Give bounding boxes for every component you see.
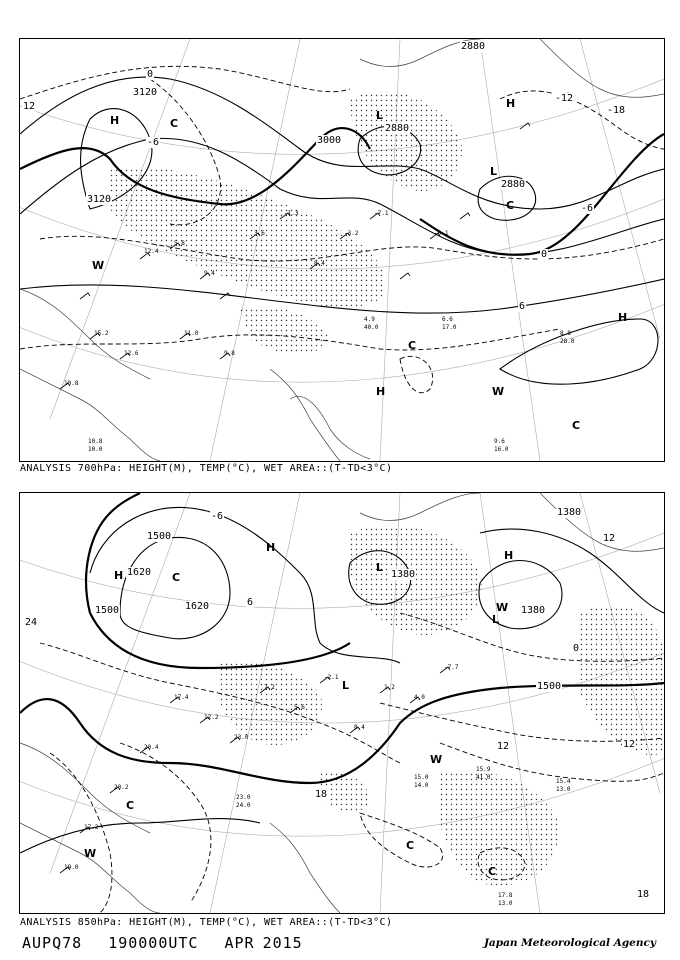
warm-marker: W bbox=[496, 601, 509, 614]
svg-text:1.2: 1.2 bbox=[384, 684, 395, 691]
svg-text:-7.1: -7.1 bbox=[374, 210, 389, 217]
contour-label: 1380 bbox=[521, 605, 546, 616]
svg-text:17.0: 17.0 bbox=[442, 324, 457, 331]
high-marker: H bbox=[110, 114, 120, 127]
svg-text:10.8: 10.8 bbox=[64, 380, 79, 387]
chart-700hpa bbox=[19, 38, 665, 462]
contour-label: 0 bbox=[573, 643, 580, 654]
svg-text:12.4: 12.4 bbox=[144, 248, 159, 255]
svg-text:12.2: 12.2 bbox=[204, 714, 219, 721]
svg-text:-0.1: -0.1 bbox=[434, 230, 449, 237]
svg-text:11.0: 11.0 bbox=[184, 330, 199, 337]
contour-label: 12 bbox=[623, 739, 636, 750]
svg-text:24.0: 24.0 bbox=[236, 802, 251, 809]
cold-marker: C bbox=[406, 839, 415, 852]
coastlines bbox=[20, 493, 664, 913]
svg-text:-3.2: -3.2 bbox=[344, 230, 359, 237]
contour-label: 1380 bbox=[391, 569, 416, 580]
caption-700hpa: ANALYSIS 700hPa: HEIGHT(M), TEMP(°C), WET AREA::(T-TD<3°C) bbox=[20, 463, 393, 474]
svg-text:16.0: 16.0 bbox=[494, 446, 509, 453]
svg-text:23.0: 23.0 bbox=[234, 734, 249, 741]
contour-label: -12 bbox=[555, 93, 574, 104]
isotherms bbox=[40, 613, 664, 913]
contour-label: -6 bbox=[211, 511, 224, 522]
caption-850hpa: ANALYSIS 850hPa: HEIGHT(M), TEMP(°C), WET AREA::(T-TD<3°C) bbox=[20, 917, 393, 928]
contour-label: -18 bbox=[607, 105, 626, 116]
cold-marker: C bbox=[126, 799, 135, 812]
cold-marker: C bbox=[488, 865, 497, 878]
svg-text:7.2: 7.2 bbox=[264, 684, 275, 691]
map-850-drawing bbox=[20, 493, 664, 913]
svg-text:4.0: 4.0 bbox=[414, 694, 425, 701]
low-marker: L bbox=[376, 109, 384, 122]
warm-marker: W bbox=[492, 385, 505, 398]
contour-label: 1380 bbox=[557, 507, 582, 518]
contour-label: 2880 bbox=[385, 123, 410, 134]
contour-label: 12 bbox=[603, 533, 616, 544]
high-marker: H bbox=[376, 385, 386, 398]
svg-text:13.0: 13.0 bbox=[498, 900, 513, 907]
low-marker: L bbox=[490, 165, 498, 178]
svg-text:23.0: 23.0 bbox=[236, 794, 251, 801]
svg-text:5.6: 5.6 bbox=[294, 704, 305, 711]
contour-label: 3000 bbox=[317, 135, 342, 146]
svg-text:28.0: 28.0 bbox=[560, 338, 575, 345]
contour-label: 12 bbox=[23, 101, 36, 112]
svg-text:15.2: 15.2 bbox=[94, 330, 109, 337]
contour-label: 18 bbox=[637, 889, 650, 900]
svg-text:41.0: 41.0 bbox=[476, 774, 491, 781]
bulletin-year: 2015 bbox=[262, 934, 303, 952]
svg-text:14.0: 14.0 bbox=[414, 782, 429, 789]
svg-text:5.8: 5.8 bbox=[174, 240, 185, 247]
low-marker: L bbox=[492, 613, 500, 626]
bulletin-month: APR bbox=[224, 934, 255, 952]
svg-text:-2.1: -2.1 bbox=[324, 674, 339, 681]
contour-label: 3120 bbox=[133, 87, 158, 98]
svg-text:9.4: 9.4 bbox=[204, 270, 215, 277]
bulletin-header bbox=[22, 934, 329, 952]
svg-text:-1.3: -1.3 bbox=[284, 210, 299, 217]
svg-text:4.9: 4.9 bbox=[364, 316, 375, 323]
contour-label: 0 bbox=[541, 249, 548, 260]
cold-marker: C bbox=[506, 199, 515, 212]
contour-label: 2880 bbox=[501, 179, 526, 190]
contour-label: 1620 bbox=[127, 567, 152, 578]
wet-areas bbox=[217, 525, 664, 885]
contour-label: 6 bbox=[519, 301, 526, 312]
contour-label: -6 bbox=[581, 203, 594, 214]
high-marker: H bbox=[266, 541, 276, 554]
high-marker: H bbox=[618, 311, 628, 324]
svg-text:9.6: 9.6 bbox=[494, 438, 505, 445]
svg-text:15.9: 15.9 bbox=[476, 766, 491, 773]
thick-contours bbox=[20, 493, 664, 783]
contour-label: 0 bbox=[147, 69, 154, 80]
svg-text:10.0: 10.0 bbox=[88, 446, 103, 453]
bulletin-time: 190000UTC bbox=[108, 934, 199, 952]
cold-marker: C bbox=[170, 117, 179, 130]
svg-text:20.2: 20.2 bbox=[114, 784, 129, 791]
contour-label: 1620 bbox=[185, 601, 210, 612]
agency-name: Japan Meteorological Agency bbox=[483, 937, 656, 949]
high-marker: H bbox=[504, 549, 514, 562]
warm-marker: W bbox=[430, 753, 443, 766]
svg-text:3.6: 3.6 bbox=[254, 230, 265, 237]
warm-marker: W bbox=[92, 259, 105, 272]
svg-text:-7.7: -7.7 bbox=[444, 664, 459, 671]
contour-label: 1500 bbox=[537, 681, 562, 692]
svg-text:8.4: 8.4 bbox=[314, 260, 325, 267]
svg-text:15.4: 15.4 bbox=[556, 778, 571, 785]
svg-text:15.0: 15.0 bbox=[414, 774, 429, 781]
cold-marker: C bbox=[408, 339, 417, 352]
svg-text:13.0: 13.0 bbox=[556, 786, 571, 793]
svg-text:12.6: 12.6 bbox=[124, 350, 139, 357]
graticule bbox=[20, 493, 664, 913]
contour-label: 1500 bbox=[95, 605, 120, 616]
warm-marker: W bbox=[84, 847, 97, 860]
svg-text:17.4: 17.4 bbox=[174, 694, 189, 701]
contour-label: 3120 bbox=[87, 194, 112, 205]
high-marker: H bbox=[506, 97, 516, 110]
contour-label: -6 bbox=[147, 137, 160, 148]
contour-label: 24 bbox=[25, 617, 38, 628]
contour-label: 12 bbox=[497, 741, 510, 752]
svg-text:19.0: 19.0 bbox=[64, 864, 79, 871]
svg-text:9.8: 9.8 bbox=[224, 350, 235, 357]
svg-text:10.8: 10.8 bbox=[88, 438, 103, 445]
cold-marker: C bbox=[572, 419, 581, 432]
svg-text:17.8: 17.8 bbox=[498, 892, 513, 899]
contour-label: 1500 bbox=[147, 531, 172, 542]
contour-label: 18 bbox=[315, 789, 328, 800]
contour-label: 2880 bbox=[461, 41, 486, 52]
chart-850hpa bbox=[19, 492, 665, 914]
svg-text:40.0: 40.0 bbox=[364, 324, 379, 331]
cold-marker: C bbox=[172, 571, 181, 584]
svg-text:20.4: 20.4 bbox=[144, 744, 159, 751]
high-marker: H bbox=[114, 569, 124, 582]
low-marker: L bbox=[342, 679, 350, 692]
svg-text:8.8: 8.8 bbox=[560, 330, 571, 337]
svg-text:17.2: 17.2 bbox=[84, 824, 99, 831]
low-marker: L bbox=[376, 561, 384, 574]
contour-label: 6 bbox=[247, 597, 254, 608]
bulletin-code: AUPQ78 bbox=[22, 934, 83, 952]
svg-text:6.6: 6.6 bbox=[442, 316, 453, 323]
svg-text:8.4: 8.4 bbox=[354, 724, 365, 731]
